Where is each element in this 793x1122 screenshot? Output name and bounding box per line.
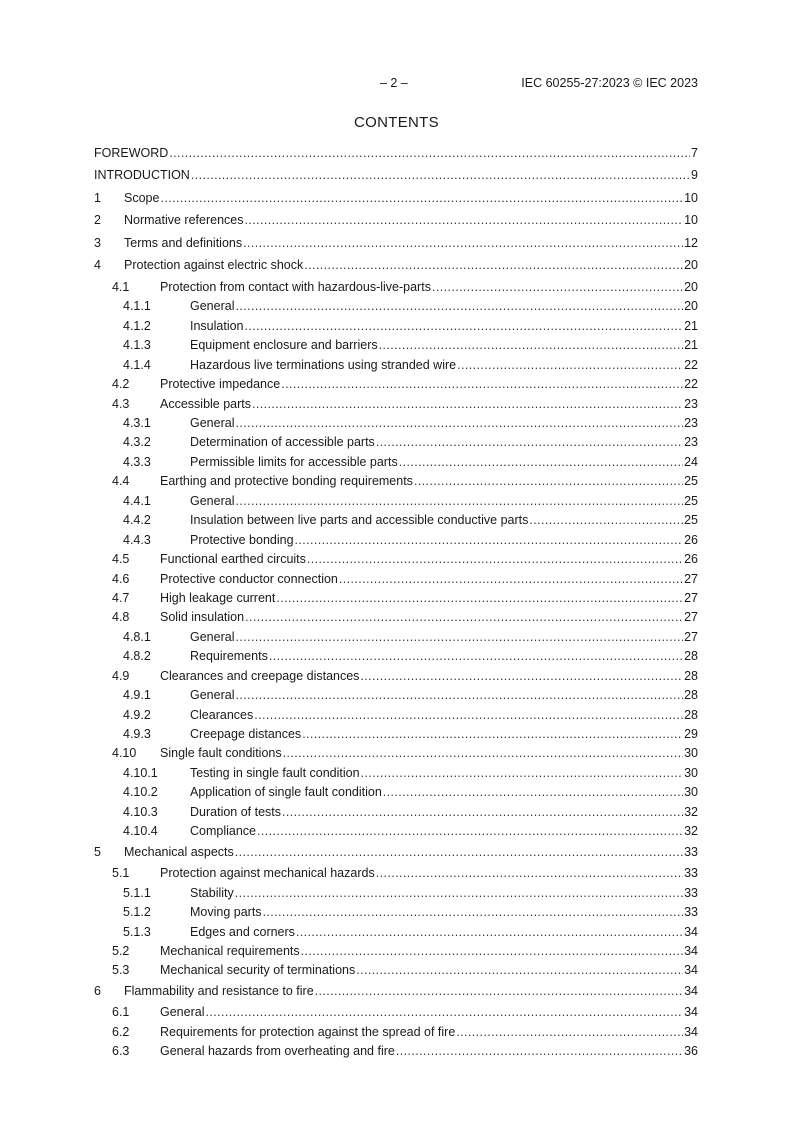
toc-entry-page: 20 <box>684 299 698 314</box>
toc-entry-title: Protective impedance <box>160 377 281 392</box>
toc-entry-page: 27 <box>684 571 698 586</box>
toc-entry[interactable] <box>94 591 698 610</box>
toc-entry-title: Mechanical requirements <box>160 944 300 958</box>
toc-entry[interactable] <box>94 145 698 167</box>
toc-entry-title: General <box>190 299 235 314</box>
toc-dot-leader <box>399 455 683 469</box>
toc-entry-number: 4.1 <box>112 279 130 294</box>
toc-entry-title: Clearances <box>190 707 254 722</box>
toc-entry[interactable] <box>94 190 698 213</box>
toc-entry-number: 4.3.1 <box>123 416 151 431</box>
toc-entry-number: 4.1.2 <box>123 318 151 333</box>
toc-dot-leader <box>376 866 683 880</box>
toc-entry-number: 4.9.1 <box>123 688 151 703</box>
toc-entry[interactable] <box>94 552 698 571</box>
toc-entry-page: 34 <box>684 963 698 978</box>
toc-entry-page: 30 <box>684 785 698 800</box>
toc-entry-number: 4.4.2 <box>123 513 151 528</box>
toc-entry[interactable] <box>94 1005 698 1024</box>
toc-entry-title: Duration of tests <box>190 804 282 819</box>
toc-entry[interactable] <box>94 212 698 235</box>
toc-entry-number: 4.4.1 <box>123 493 151 508</box>
toc-entry-title: Single fault conditions <box>160 746 282 761</box>
toc-entry-page: 34 <box>684 944 698 958</box>
toc-entry-number: 4.6 <box>112 571 130 586</box>
toc-entry-title: General <box>190 416 235 431</box>
toc-entry[interactable] <box>94 746 698 765</box>
toc-dot-leader <box>263 905 684 919</box>
toc-entry-page: 34 <box>684 1005 698 1020</box>
toc-entry-number: 4.4 <box>112 474 130 489</box>
toc-dot-leader <box>282 805 683 819</box>
toc-entry-page: 34 <box>684 924 698 939</box>
standard-reference: IEC 60255-27:2023 © IEC 2023 <box>521 76 698 90</box>
toc-dot-leader <box>432 280 683 294</box>
toc-entry[interactable] <box>94 235 698 258</box>
toc-dot-leader <box>276 591 683 605</box>
toc-entry-page: 10 <box>684 190 698 205</box>
toc-entry[interactable] <box>94 649 698 668</box>
toc-entry-page: 22 <box>684 357 698 372</box>
toc-entry[interactable] <box>94 358 698 377</box>
toc-entry-title: Scope <box>124 190 160 205</box>
toc-dot-leader <box>396 1044 683 1058</box>
toc-entry-number: 5 <box>94 844 101 859</box>
toc-entry[interactable] <box>94 905 698 924</box>
toc-entry-page: 34 <box>684 983 698 998</box>
toc-entry-page: 29 <box>684 727 698 742</box>
toc-entry-number: 4.9 <box>112 668 130 683</box>
toc-dot-leader <box>235 886 683 900</box>
toc-entry-page: 24 <box>684 454 698 469</box>
toc-dot-leader <box>191 168 690 182</box>
toc-entry-page: 33 <box>684 905 698 920</box>
toc-entry[interactable] <box>94 824 698 843</box>
toc-dot-leader <box>361 766 684 780</box>
toc-entry-title: Normative references <box>124 213 244 228</box>
toc-entry[interactable] <box>94 435 698 454</box>
toc-entry-page: 23 <box>684 396 698 411</box>
page-header <box>0 76 793 92</box>
toc-dot-leader <box>302 727 683 741</box>
toc-dot-leader <box>235 299 683 313</box>
toc-dot-leader <box>304 258 683 272</box>
toc-entry[interactable] <box>94 513 698 532</box>
toc-entry-page: 28 <box>684 688 698 703</box>
toc-entry-page: 28 <box>684 707 698 722</box>
toc-entry-number: 6.1 <box>112 1005 130 1020</box>
toc-dot-leader <box>257 824 683 838</box>
toc-entry-title: Edges and corners <box>190 924 295 939</box>
toc-entry-page: 32 <box>684 824 698 839</box>
toc-entry-page: 20 <box>684 279 698 294</box>
toc-dot-leader <box>235 845 683 859</box>
toc-dot-leader <box>205 1005 683 1019</box>
toc-entry-number: 4.1.4 <box>123 357 151 372</box>
toc-entry-page: 21 <box>684 318 698 333</box>
toc-dot-leader <box>379 338 683 352</box>
toc-entry-page: 36 <box>684 1044 698 1059</box>
toc-entry-page: 22 <box>684 377 698 392</box>
toc-entry-title: Insulation between live parts and accessible conductive parts <box>190 513 529 528</box>
toc-entry-title: Protection against electric shock <box>124 258 304 273</box>
toc-entry-number: 4.2 <box>112 377 130 392</box>
toc-dot-leader <box>235 494 683 508</box>
toc-entry[interactable] <box>94 533 698 552</box>
toc-entry-number: 4.9.3 <box>123 727 151 742</box>
toc-dot-leader <box>235 630 683 644</box>
toc-entry-page: 20 <box>684 258 698 273</box>
toc-entry[interactable] <box>94 766 698 785</box>
toc-entry-title: General hazards from overheating and fire <box>160 1044 395 1059</box>
toc-entry-title: Protective conductor connection <box>160 571 338 586</box>
toc-dot-leader <box>243 236 683 250</box>
toc-dot-leader <box>235 688 683 702</box>
toc-entry-title: Earthing and protective bonding requirements <box>160 474 413 489</box>
toc-entry-title: Testing in single fault condition <box>190 765 360 780</box>
toc-entry[interactable] <box>94 455 698 474</box>
toc-dot-leader <box>269 649 683 663</box>
toc-entry-number: 5.1.3 <box>123 924 151 939</box>
toc-entry-page: 30 <box>684 746 698 761</box>
toc-entry[interactable] <box>94 688 698 707</box>
toc-entry-title: High leakage current <box>160 590 276 605</box>
toc-entry-title: Mechanical aspects <box>124 844 234 859</box>
toc-entry[interactable] <box>94 925 698 944</box>
toc-dot-leader <box>254 708 683 722</box>
toc-entry-title: Determination of accessible parts <box>190 435 375 450</box>
toc-entry[interactable] <box>94 319 698 338</box>
toc-entry[interactable] <box>94 167 698 190</box>
toc-entry[interactable] <box>94 494 698 513</box>
toc-entry-title: Protective bonding <box>190 532 294 547</box>
toc-entry-title: Application of single fault condition <box>190 785 382 800</box>
toc-entry-number: 5.1.1 <box>123 885 151 900</box>
toc-entry-page: 25 <box>684 493 698 508</box>
toc-entry-title: Compliance <box>190 824 257 839</box>
toc-entry-number: 6 <box>94 983 101 998</box>
toc-entry-title: Equipment enclosure and barriers <box>190 338 378 353</box>
toc-entry-number: 4.1.1 <box>123 299 151 314</box>
toc-entry[interactable] <box>94 805 698 824</box>
toc-entry-number: 4 <box>94 258 101 273</box>
toc-entry[interactable] <box>94 669 698 688</box>
toc-entry-number: 5.1 <box>112 866 130 881</box>
toc-entry-page: 28 <box>684 668 698 683</box>
toc-entry[interactable] <box>94 1044 698 1063</box>
toc-entry[interactable] <box>94 299 698 318</box>
toc-entry[interactable] <box>94 280 698 299</box>
toc-entry-page: 27 <box>684 590 698 605</box>
toc-entry[interactable] <box>94 1025 698 1044</box>
toc-entry[interactable] <box>94 866 698 885</box>
toc-entry-title: Requirements <box>190 649 268 664</box>
toc-entry[interactable] <box>94 338 698 357</box>
toc-entry-title: Protection against mechanical hazards <box>160 866 375 881</box>
toc-entry[interactable] <box>94 844 698 867</box>
toc-dot-leader <box>169 146 690 160</box>
toc-entry-page: 33 <box>684 885 698 900</box>
toc-dot-leader <box>283 746 683 760</box>
toc-entry-number: 4.3.3 <box>123 454 151 469</box>
table-of-contents <box>94 145 698 1064</box>
toc-entry-number: 6.3 <box>112 1044 130 1059</box>
toc-entry-page: 9 <box>691 168 698 182</box>
toc-entry-title: Flammability and resistance to fire <box>124 983 314 998</box>
toc-entry-title: General <box>190 493 235 508</box>
toc-entry-number: 3 <box>94 235 101 250</box>
toc-entry-page: 25 <box>684 513 698 528</box>
toc-entry-page: 34 <box>684 1024 698 1039</box>
toc-entry-title: Functional earthed circuits <box>160 552 306 567</box>
toc-entry-number: 5.1.2 <box>123 905 151 920</box>
toc-entry-title: General <box>190 688 235 703</box>
toc-dot-leader <box>245 610 683 624</box>
toc-dot-leader <box>160 191 683 205</box>
toc-entry-page: 33 <box>684 844 698 859</box>
toc-dot-leader <box>383 785 683 799</box>
toc-dot-leader <box>339 572 683 586</box>
toc-entry-page: 21 <box>684 338 698 353</box>
toc-entry-page: 7 <box>691 146 698 160</box>
toc-dot-leader <box>414 474 683 488</box>
toc-entry-page: 27 <box>684 610 698 625</box>
toc-entry-number: 4.5 <box>112 552 130 567</box>
toc-dot-leader <box>301 944 683 958</box>
toc-entry-number: 4.10.1 <box>123 765 158 780</box>
toc-dot-leader <box>360 669 683 683</box>
toc-entry[interactable] <box>94 416 698 435</box>
toc-entry-title: Protection from contact with hazardous-live-parts <box>160 279 431 294</box>
toc-entry-title: Permissible limits for accessible parts <box>190 454 398 469</box>
toc-dot-leader <box>315 984 683 998</box>
toc-entry-number: 2 <box>94 213 101 228</box>
toc-entry-page: 23 <box>684 435 698 450</box>
toc-entry-number: 4.8.2 <box>123 649 151 664</box>
toc-entry[interactable] <box>94 944 698 963</box>
toc-entry-title: Terms and definitions <box>124 235 243 250</box>
toc-entry[interactable] <box>94 886 698 905</box>
toc-entry[interactable] <box>94 377 698 396</box>
toc-entry[interactable] <box>94 963 698 982</box>
toc-dot-leader <box>295 533 684 547</box>
toc-entry[interactable] <box>94 983 698 1006</box>
toc-dot-leader <box>456 1025 683 1039</box>
toc-entry-number: 4.1.3 <box>123 338 151 353</box>
toc-entry-title: FOREWORD <box>94 146 169 160</box>
toc-entry-number: 4.8 <box>112 610 130 625</box>
toc-entry-page: 30 <box>684 765 698 780</box>
toc-entry-number: 4.10.3 <box>123 804 158 819</box>
toc-entry-number: 4.7 <box>112 590 130 605</box>
toc-entry-page: 26 <box>684 532 698 547</box>
toc-entry-page: 32 <box>684 804 698 819</box>
toc-dot-leader <box>457 358 683 372</box>
toc-dot-leader <box>252 397 683 411</box>
toc-entry-number: 5.3 <box>112 963 130 978</box>
toc-entry-page: 26 <box>684 552 698 567</box>
toc-entry-number: 5.2 <box>112 944 130 958</box>
toc-entry[interactable] <box>94 474 698 493</box>
page-number: – 2 – <box>380 76 408 90</box>
toc-entry-title: Accessible parts <box>160 396 252 411</box>
toc-dot-leader <box>376 435 683 449</box>
toc-entry-number: 6.2 <box>112 1024 130 1039</box>
toc-entry-number: 4.8.1 <box>123 629 151 644</box>
toc-entry-title: Clearances and creepage distances <box>160 668 360 683</box>
toc-dot-leader <box>245 319 684 333</box>
toc-dot-leader <box>307 552 683 566</box>
toc-entry-number: 4.3 <box>112 396 130 411</box>
toc-entry-page: 12 <box>684 235 698 250</box>
toc-entry[interactable] <box>94 397 698 416</box>
toc-entry[interactable] <box>94 785 698 804</box>
toc-entry-title: Requirements for protection against the spread of fire <box>160 1024 456 1039</box>
toc-dot-leader <box>356 963 683 977</box>
toc-entry-number: 4.10.4 <box>123 824 158 839</box>
toc-entry-title: Creepage distances <box>190 727 302 742</box>
toc-entry-number: 4.10 <box>112 746 137 761</box>
toc-entry-title: Stability <box>190 885 234 900</box>
toc-entry-title: Solid insulation <box>160 610 245 625</box>
toc-entry-title: Insulation <box>190 318 244 333</box>
page-title: CONTENTS <box>354 114 439 131</box>
toc-dot-leader <box>235 416 683 430</box>
toc-entry-page: 27 <box>684 629 698 644</box>
toc-entry[interactable] <box>94 610 698 629</box>
toc-entry-number: 4.3.2 <box>123 435 151 450</box>
toc-dot-leader <box>245 213 684 227</box>
toc-entry-number: 4.9.2 <box>123 707 151 722</box>
toc-entry[interactable] <box>94 708 698 727</box>
toc-entry-page: 28 <box>684 649 698 664</box>
toc-entry-title: Hazardous live terminations using stranded wire <box>190 357 457 372</box>
toc-entry-page: 23 <box>684 416 698 431</box>
toc-entry-title: Moving parts <box>190 905 262 920</box>
toc-entry-number: 4.4.3 <box>123 532 151 547</box>
toc-entry[interactable] <box>94 257 698 280</box>
toc-dot-leader <box>281 377 683 391</box>
toc-entry[interactable] <box>94 630 698 649</box>
toc-entry-page: 33 <box>684 866 698 881</box>
toc-entry-number: 4.10.2 <box>123 785 158 800</box>
toc-entry-number: 1 <box>94 190 101 205</box>
toc-entry-title: INTRODUCTION <box>94 168 190 182</box>
toc-entry-page: 25 <box>684 474 698 489</box>
toc-entry-title: General <box>160 1005 205 1020</box>
toc-entry-title: Mechanical security of terminations <box>160 963 356 978</box>
toc-dot-leader <box>296 925 683 939</box>
toc-dot-leader <box>529 513 683 527</box>
toc-entry[interactable] <box>94 727 698 746</box>
toc-entry[interactable] <box>94 572 698 591</box>
toc-entry-title: General <box>190 629 235 644</box>
toc-entry-page: 10 <box>684 213 698 228</box>
